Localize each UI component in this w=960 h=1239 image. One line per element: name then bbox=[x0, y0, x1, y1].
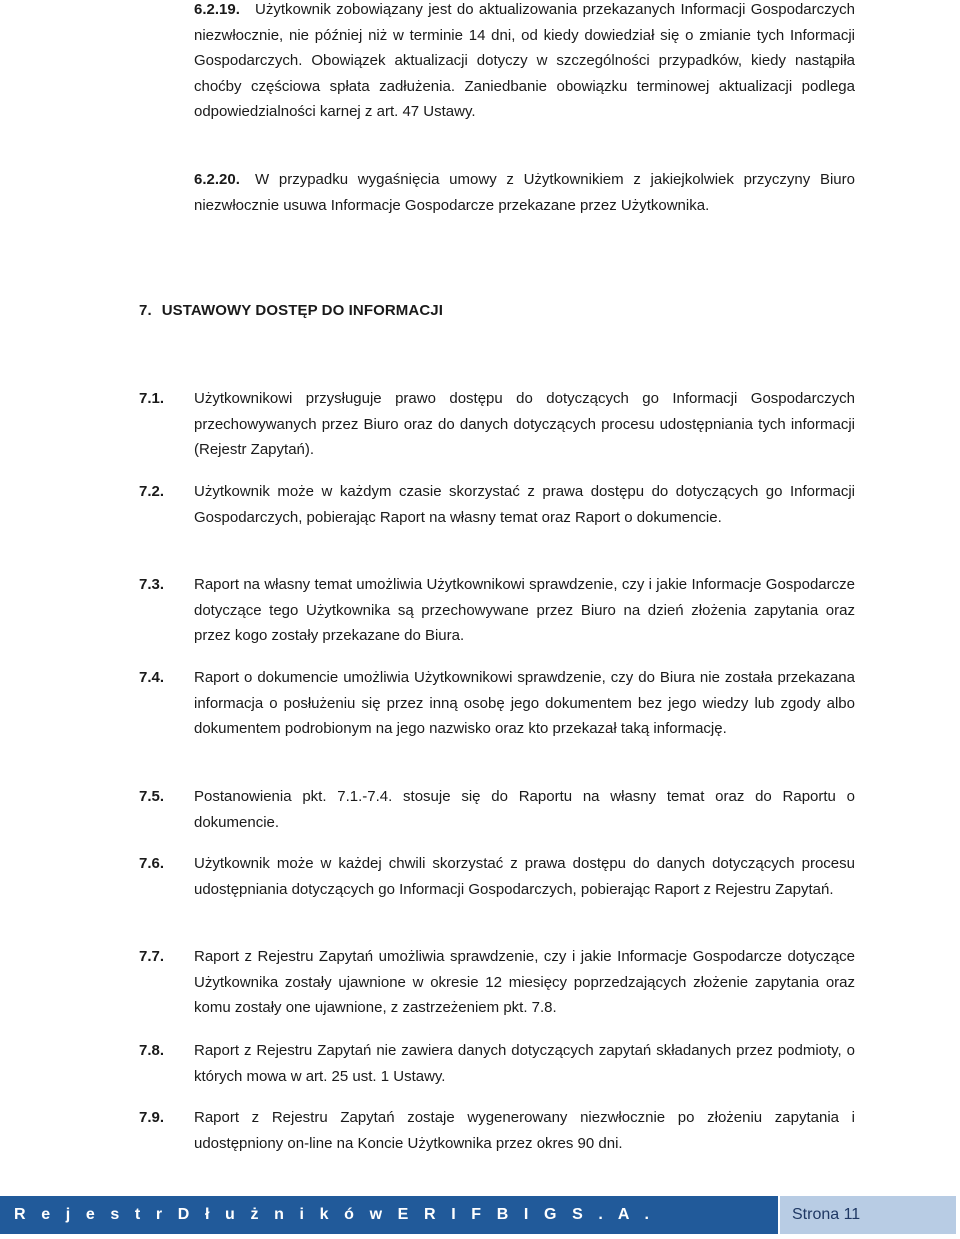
item-text: Użytkownik może w każdym czasie skorzystać z prawa dostępu do dotyczących go Informacji Gospodarczych, pobierając Raport na własny temat oraz Raport o dokumencie. bbox=[194, 483, 855, 526]
section-number: 7. bbox=[139, 302, 152, 319]
item-text: Użytkownikowi przysługuje prawo dostępu do dotyczących go Informacji Gospodarczych przechowywanych przez Biuro oraz do danych dotyczących procesu udostępniania tych informacji (Rejestr Zapytań). bbox=[194, 390, 855, 458]
paragraph-number: 6.2.19. bbox=[194, 1, 240, 18]
item-text: Raport z Rejestru Zapytań nie zawiera danych dotyczących zapytań składanych przez podmioty, o których mowa w art. 25 ust. 1 Ustawy. bbox=[194, 1042, 855, 1085]
item-text: Raport na własny temat umożliwia Użytkownikowi sprawdzenie, czy i jakie Informacje Gospodarcze dotyczące tego Użytkownika są przechowywane przez Biuro na dzień złożenia zapytania oraz przez kogo zostały przekazane do Biura. bbox=[194, 576, 855, 644]
item-text: Postanowienia pkt. 7.1.-7.4. stosuje się do Raportu na własny temat oraz do Raportu o dokumencie. bbox=[194, 788, 855, 831]
footer-page-number: Strona 11 bbox=[780, 1196, 956, 1234]
item-number: 7.8. bbox=[139, 1042, 165, 1059]
paragraph-text: Użytkownik zobowiązany jest do aktualizowania przekazanych Informacji Gospodarczych niezwłocznie, nie później niż w terminie 14 dni, od kiedy dowiedział się o zmianie tych Informacji Gospodarczych. Obowiązek aktualizacji dotyczy w szczególności przypadków, kiedy nastąpiła choćby częściowa spłata zadłużenia. Zaniedbanie obowiązku terminowej aktualizacji podlega odpowiedzialności karnej z art. 47 Ustawy. bbox=[194, 1, 855, 120]
item-number: 7.1. bbox=[139, 390, 165, 407]
paragraph-number: 6.2.20. bbox=[194, 171, 240, 188]
paragraph-text: W przypadku wygaśnięcia umowy z Użytkownikiem z jakiejkolwiek przyczyny Biuro niezwłocznie usuwa Informacje Gospodarcze przekazane przez Użytkownika. bbox=[194, 171, 855, 214]
item-text: Użytkownik może w każdej chwili skorzystać z prawa dostępu do danych dotyczących procesu udostępniania dotyczących go Informacji Gospodarczych, pobierając Raport z Rejestru Zapytań. bbox=[194, 855, 855, 898]
section-heading bbox=[139, 302, 443, 319]
section-title: USTAWOWY DOSTĘP DO INFORMACJI bbox=[161, 302, 443, 319]
item-number: 7.4. bbox=[139, 669, 165, 686]
item-number: 7.2. bbox=[139, 483, 165, 500]
item-number: 7.6. bbox=[139, 855, 165, 872]
footer-company: R e j e s t r D ł u ż n i k ó w E R I F B I G S . A . bbox=[14, 1206, 655, 1223]
item-number: 7.3. bbox=[139, 576, 165, 593]
item-text: Raport z Rejestru Zapytań zostaje wygenerowany niezwłocznie po złożeniu zapytania i udostępniony on-line na Koncie Użytkownika przez okres 90 dni. bbox=[194, 1109, 855, 1152]
item-number: 7.9. bbox=[139, 1109, 165, 1126]
item-number: 7.7. bbox=[139, 948, 165, 965]
item-text: Raport o dokumencie umożliwia Użytkownikowi sprawdzenie, czy do Biura nie została przekazana informacja o posłużeniu się przez inną osobę jego dokumentem bez jego wiedzy lub zgody albo dokumentem podrobionym na jego nazwisko oraz kto przekazał taką informację. bbox=[194, 669, 855, 737]
item-text: Raport z Rejestru Zapytań umożliwia sprawdzenie, czy i jakie Informacje Gospodarcze dotyczące Użytkownika zostały ujawnione w okresie 12 miesięcy poprzedzających złożenie zapytania oraz komu zostały one ujawnione, z zastrzeżeniem pkt. 7.8. bbox=[194, 948, 855, 1016]
item-number: 7.5. bbox=[139, 788, 165, 805]
